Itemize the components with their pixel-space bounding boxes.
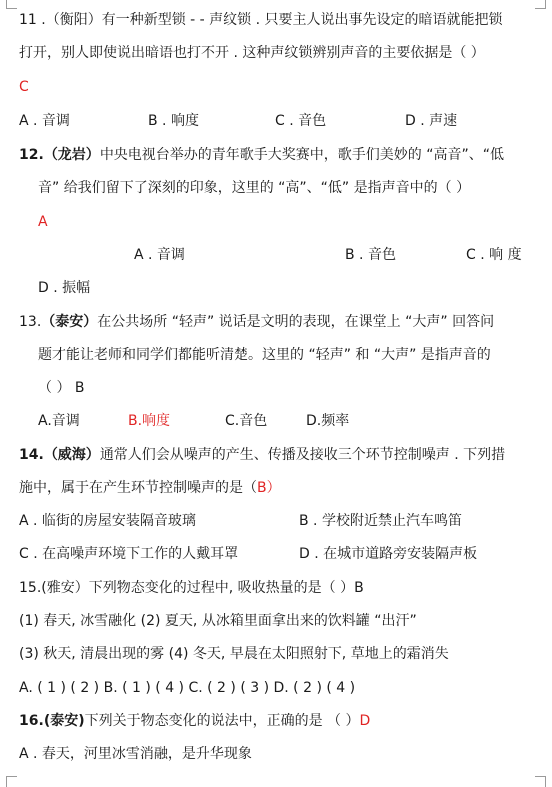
question-13-option-a: A.音调	[38, 413, 80, 429]
question-13-line-3: （ ） B	[38, 380, 85, 396]
question-13-number: 13.	[19, 314, 42, 330]
question-16-source: (泰安)	[43, 713, 85, 729]
question-16-answer: D	[359, 713, 371, 729]
question-11-line-1: 11 .（衡阳）有一种新型锁 - - 声纹锁 . 只要主人说出事先设定的暗语就能把锁	[19, 12, 503, 28]
question-15-line-3: (3) 秋天, 清晨出现的雾 (4) 冬天, 早晨在太阳照射下, 草地上的霜消失	[19, 646, 449, 662]
question-11-option-b: B . 响度	[148, 113, 199, 129]
question-13-option-c: C.音色	[225, 413, 268, 429]
question-15-options: A. ( 1 ) ( 2 ) B. ( 1 ) ( 4 ) C. ( 2 ) ( 3 ) D. ( 2 ) ( 4 )	[19, 680, 356, 696]
crop-mark-top-right	[535, 0, 546, 9]
question-16-option-a: A . 春天，河里冰雪消融，是升华现象	[19, 746, 252, 762]
question-12-option-b: B . 音色	[345, 247, 396, 263]
question-14-number: 14.	[19, 447, 44, 463]
question-14-text-2: 施中，属于在产生环节控制噪声的是（	[19, 480, 257, 496]
question-14-answer: B	[257, 480, 267, 496]
question-12-option-d: D . 振幅	[38, 280, 91, 296]
question-12-number: 12.	[19, 147, 44, 163]
question-13-text-1: 在公共场所 “轻声” 说话是文明的表现，在课堂上 “大声” 回答问	[97, 314, 495, 330]
question-11-answer: C	[19, 79, 29, 95]
question-13-line-1	[19, 312, 494, 332]
question-15-line-2: (1) 春天, 冰雪融化 (2) 夏天, 从冰箱里面拿出来的饮料罐 “出汗”	[19, 613, 417, 629]
question-12-line-2: 音” 给我们留下了深刻的印象，这里的 “高”、“低” 是指声音中的（ ）	[38, 180, 471, 196]
question-12-text-1: 中央电视台举办的青年歌手大奖赛中，歌手们美妙的 “高音”、“低	[99, 147, 505, 163]
question-14-option-b: B . 学校附近禁止汽车鸣笛	[299, 513, 462, 529]
question-16-line-1	[19, 711, 370, 731]
question-14-source: （威海）	[43, 447, 100, 463]
question-12-option-c: C . 响 度	[466, 247, 522, 263]
question-12-option-a: A . 音调	[134, 247, 185, 263]
crop-mark-bottom-right	[535, 776, 546, 787]
question-14-option-c: C . 在高噪声环境下工作的人戴耳罩	[19, 546, 239, 562]
question-13-source: （泰安）	[41, 314, 98, 330]
question-14-text-1: 通常人们会从噪声的产生、传播及接收三个环节控制噪声 . 下列措	[99, 447, 506, 463]
question-14-option-d: D . 在城市道路旁安装隔声板	[299, 546, 478, 562]
question-13-option-b: B.响度	[128, 413, 171, 429]
question-13-option-d: D.频率	[306, 413, 350, 429]
crop-mark-top-left	[6, 0, 17, 9]
question-13-line-2: 题才能让老师和同学们都能听清楚。这里的 “轻声” 和 “大声” 是指声音的	[38, 347, 491, 363]
question-14-line-2	[19, 478, 281, 498]
crop-mark-bottom-left	[6, 776, 17, 787]
question-11-option-a: A . 音调	[19, 113, 70, 129]
question-12-answer: A	[38, 214, 48, 230]
question-11-line-2: 打开，别人即使说出暗语也打不开 . 这种声纹锁辨别声音的主要依据是（ ）	[19, 45, 485, 61]
question-12-source: （龙岩）	[43, 147, 100, 163]
question-11-option-d: D . 声速	[405, 113, 458, 129]
question-12-line-1	[19, 145, 504, 165]
question-15-line-1: 15.(雅安）下列物态变化的过程中, 吸收热量的是（ ）B	[19, 580, 364, 596]
question-14-option-a: A . 临街的房屋安装隔音玻璃	[19, 513, 196, 529]
question-14-line-1	[19, 445, 505, 465]
question-11-option-c: C . 音色	[275, 113, 327, 129]
question-16-text-1: 下列关于物态变化的说法中，正确的是 （ ）	[84, 713, 360, 729]
question-16-number: 16.	[19, 713, 44, 729]
question-14-text-2-end: ）	[266, 480, 281, 496]
